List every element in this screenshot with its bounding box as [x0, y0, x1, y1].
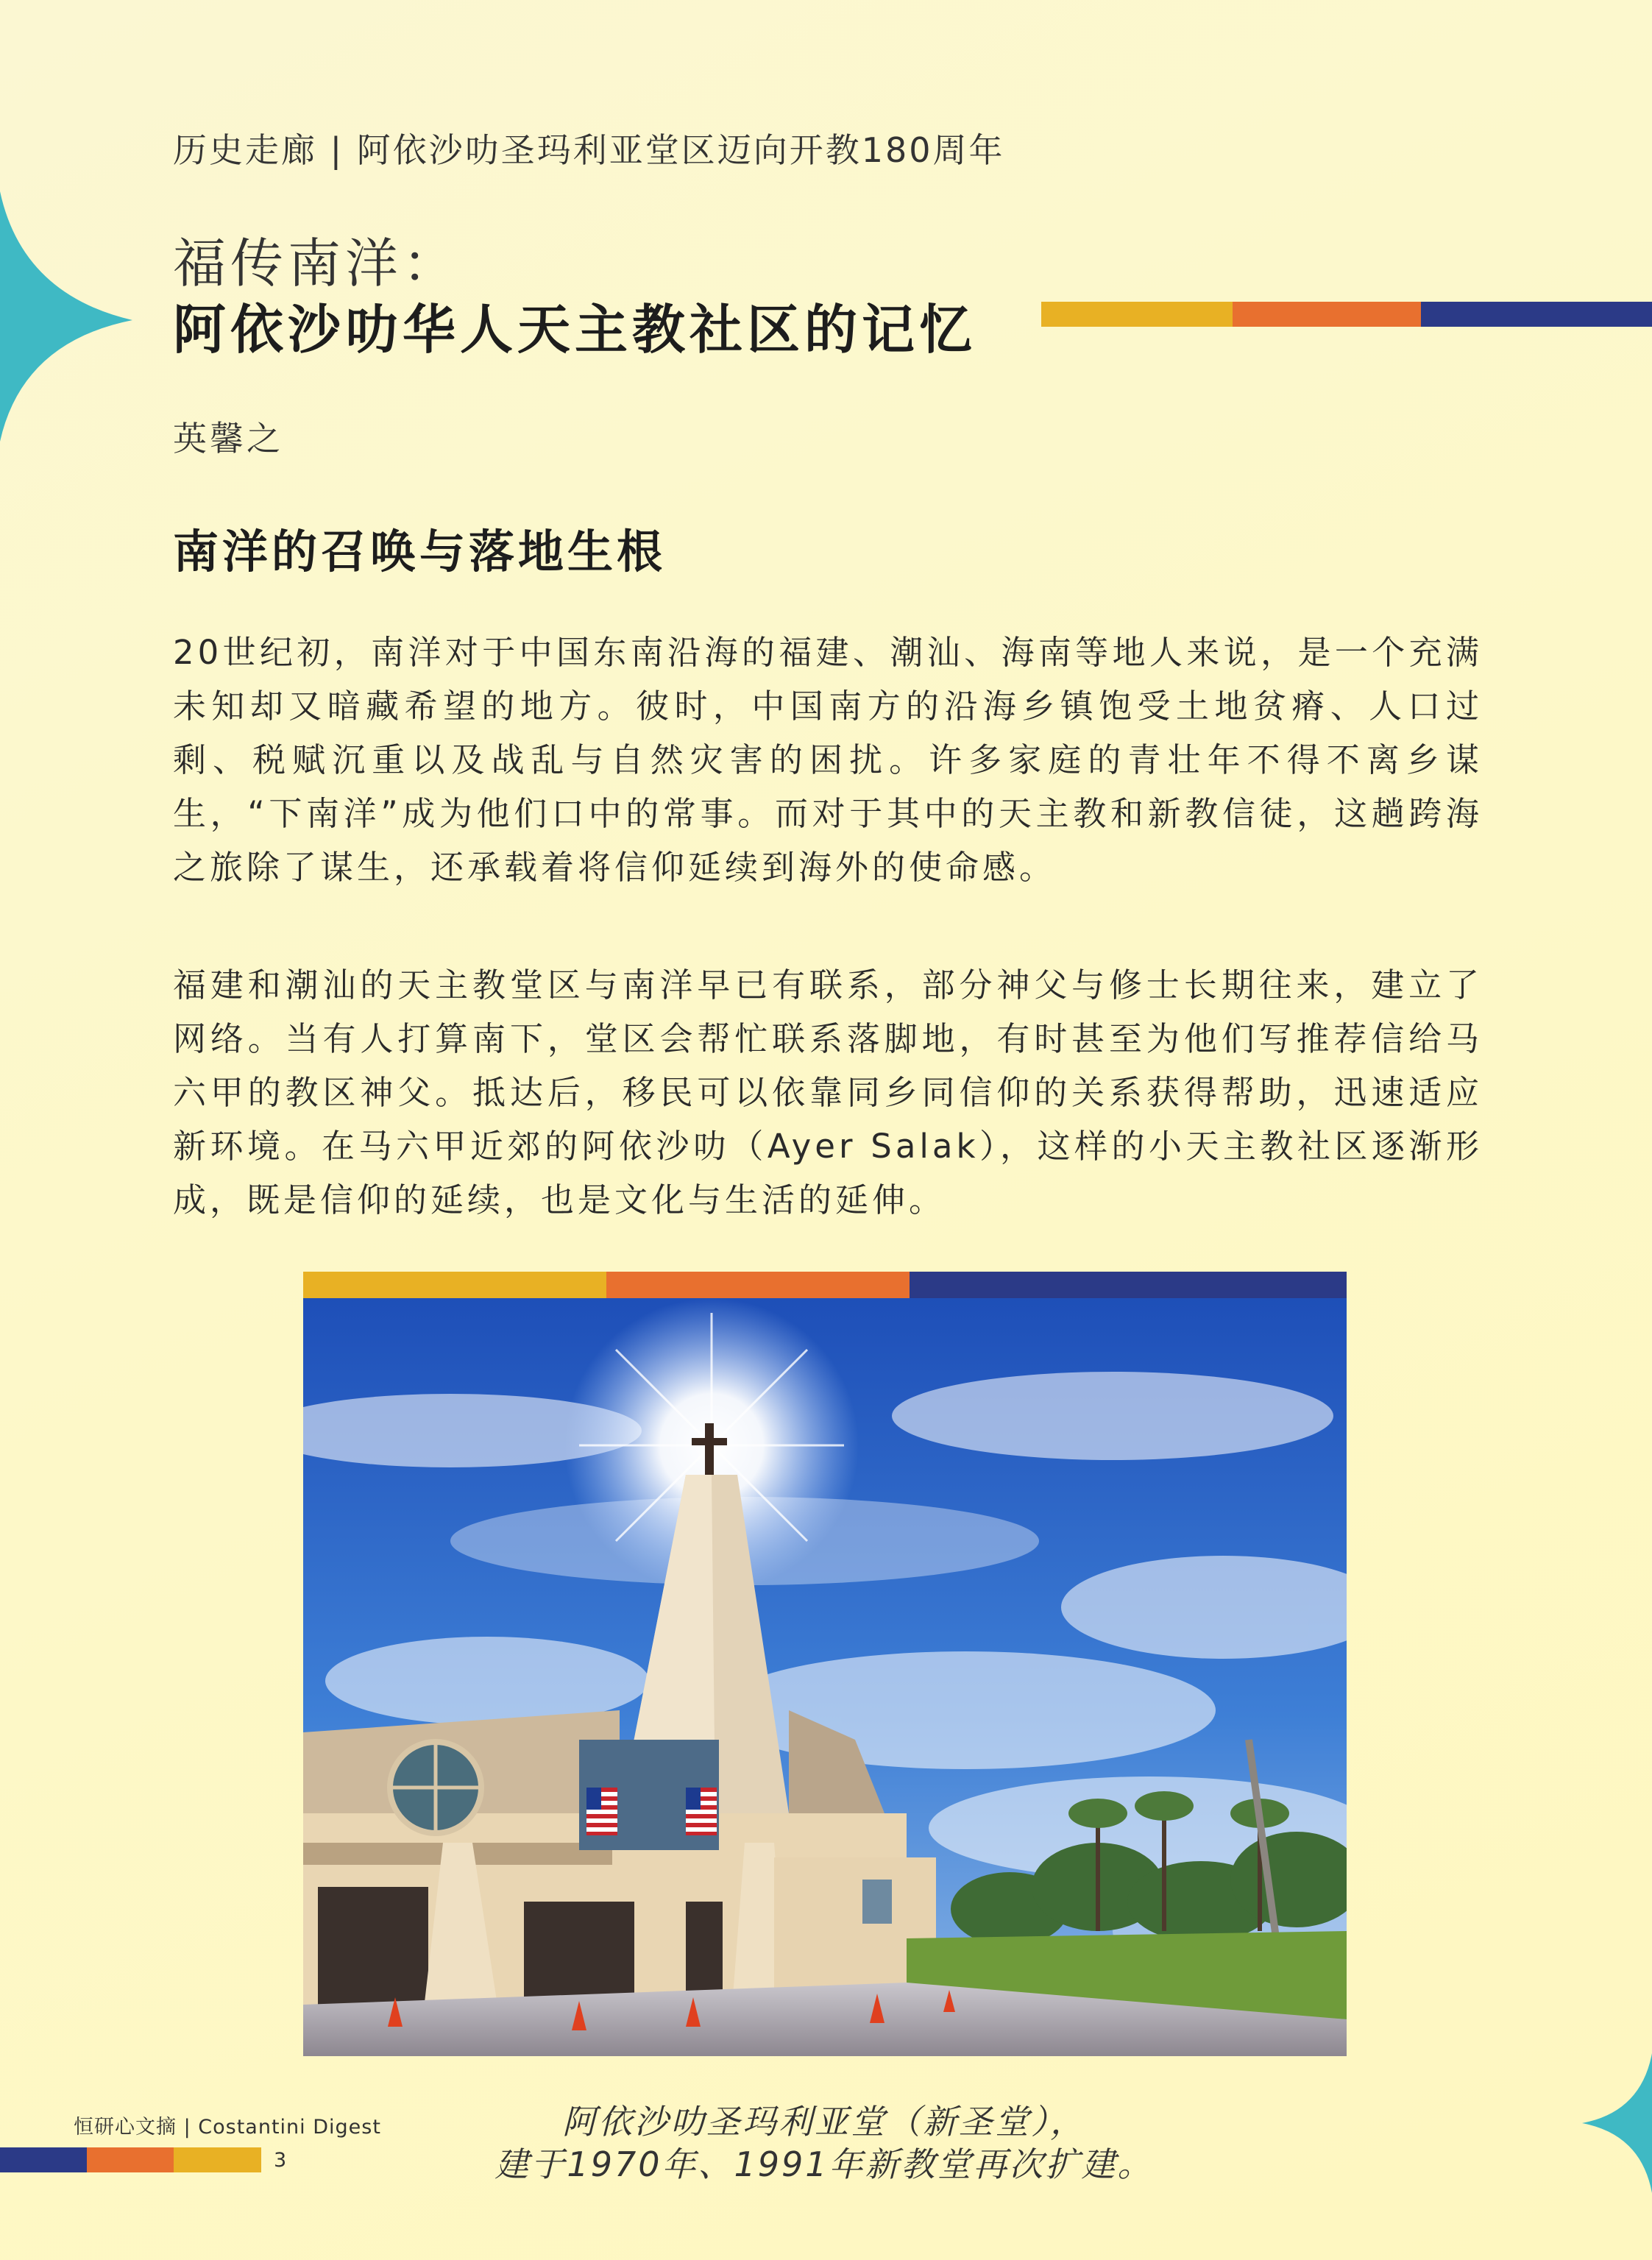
photo-color-bars	[303, 1272, 1347, 1298]
publication-name: 恒研心文摘 | Costantini Digest	[74, 2116, 381, 2139]
decorative-teal-star	[0, 191, 147, 442]
footer-color-bars	[0, 2147, 261, 2172]
section-header: 历史走廊 | 阿依沙叻圣玛利亚堂区迈向开教180周年	[173, 130, 1005, 170]
body-paragraph: 20世纪初，南洋对于中国东南沿海的福建、潮汕、海南等地人来说，是一个充满未知却又暗藏希望的地方。彼时，中国南方的沿海乡镇饱受土地贫瘠、人口过剩、税赋沉重以及战乱与自然灾害的困扰。许多家庭的青壮年不得不离乡谋生，“下南洋”成为他们口中的常事。而对于其中的天主教和新教信徒，这趟跨海之旅除了谋生，还承载着将信仰延续到海外的使命感。	[173, 633, 1483, 887]
photo-caption-line1: 阿依沙叻圣玛利亚堂（新圣堂），	[562, 2102, 1086, 2142]
page-number: 3	[274, 2149, 287, 2172]
title-color-bars	[1041, 302, 1652, 327]
author-name: 英馨之	[173, 419, 283, 458]
body-paragraph: 福建和潮汕的天主教堂区与南洋早已有联系，部分神父与修士长期往来，建立了网络。当有人打算南下，堂区会帮忙联系落脚地，有时甚至为他们写推荐信给马六甲的教区神父。抵达后，移民可以依靠同乡同信仰的关系获得帮助，迅速适应新环境。在马六甲近郊的阿依沙叻（Ayer Salak），这样的小天主教社区逐渐形成，既是信仰的延续，也是文化与生活的延伸。	[173, 966, 1483, 1219]
article-title-line1: 福传南洋：	[173, 233, 461, 294]
church-photo	[303, 1298, 1347, 2056]
section-subheading: 南洋的召唤与落地生根	[173, 525, 667, 578]
decorative-teal-star	[1582, 2053, 1652, 2193]
article-title-line2: 阿依沙叻华人天主教社区的记忆	[173, 299, 977, 361]
photo-caption-line2: 建于1970年、1991年新教堂再次扩建。	[494, 2144, 1154, 2184]
